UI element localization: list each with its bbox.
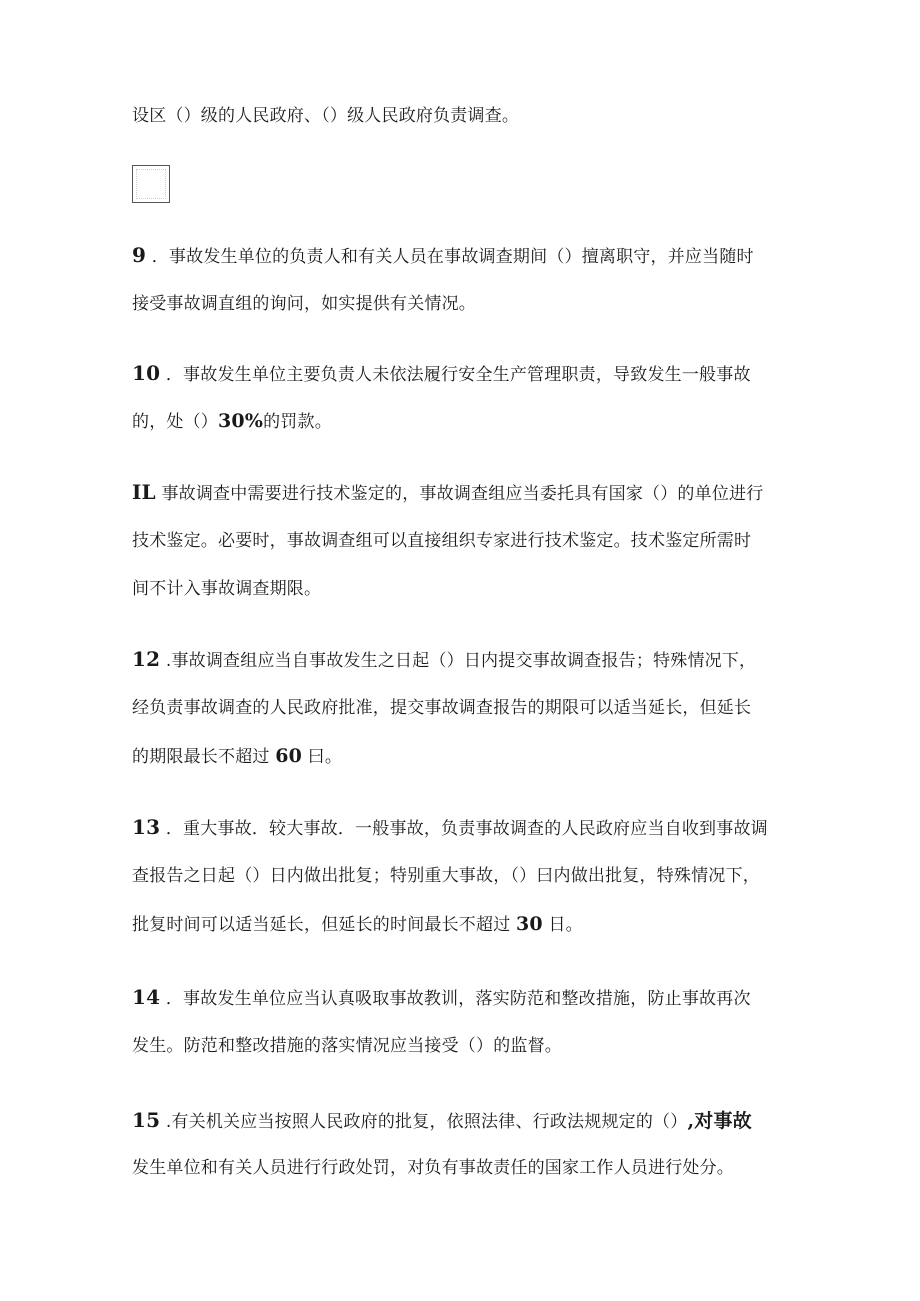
image-placeholder — [132, 165, 170, 203]
question-13-line-2 — [132, 864, 760, 888]
question-text: 的，处（） — [132, 412, 218, 432]
question-11-line-3 — [132, 577, 321, 601]
question-number: 13 — [132, 815, 161, 839]
question-11-line-1 — [132, 480, 763, 506]
question-12-line-3 — [132, 744, 342, 769]
day-limit-value: 30 — [516, 913, 543, 935]
question-text: ．事故发生单位主要负责人未依法履行安全生产管理职责，导致发生一般事故 — [165, 365, 751, 385]
question-11-line-2 — [132, 529, 751, 553]
question-text: ．事故发生单位应当认真吸取事故教训，落实防范和整改措施，防止事故再次 — [165, 989, 751, 1009]
question-text: .有关机关应当按照人民政府的批复，依照法律、行政法规规定的（） — [165, 1112, 688, 1132]
question-14-line-2 — [132, 1034, 562, 1058]
question-text: 查报告之日起（）日内做出批复；特别重大事故，（）曰内做出批复，特殊情况下， — [132, 866, 760, 886]
question-number: 12 — [132, 647, 161, 671]
question-14-line-1 — [132, 985, 751, 1011]
question-number: 10 — [132, 361, 161, 385]
question-15-line-1 — [132, 1108, 752, 1134]
question-text: 发生单位和有关人员进行行政处罚，对负有事故责任的国家工作人员进行处分。 — [132, 1158, 734, 1178]
question-13-line-1 — [132, 815, 768, 841]
question-number: 14 — [132, 985, 161, 1009]
question-10-line-2 — [132, 409, 332, 434]
question-15-line-2 — [132, 1156, 734, 1180]
question-text: 技术鉴定。必要时，事故调查组可以直接组织专家进行技术鉴定。技术鉴定所需时 — [132, 531, 752, 551]
question-text: ．重大事故．较大事故．一般事故，负责事故调查的人民政府应当自收到事故调 — [165, 819, 768, 839]
question-text-bold: ,对事故 — [687, 1110, 752, 1132]
question-text: 接受事故调直组的询问，如实提供有关情况。 — [132, 294, 476, 314]
question-number: 15 — [132, 1108, 161, 1132]
question-9-line-2 — [132, 292, 476, 316]
percent-value: 30% — [218, 410, 264, 432]
question-number: 9 — [132, 243, 147, 267]
question-text: 批复时间可以适当延长，但延长的时间最长不超过 — [132, 915, 511, 935]
question-10-line-1 — [132, 361, 751, 387]
question-text: 日。 — [548, 915, 583, 935]
day-limit-value: 60 — [275, 745, 303, 767]
question-12-line-1 — [132, 647, 756, 673]
question-text: 间不计入事故调查期限。 — [132, 579, 322, 599]
question-text: .事故调查组应当自事故发生之日起（）日内提交事故调查报告；特殊情况下， — [165, 651, 757, 671]
question-text: 曰。 — [307, 747, 343, 767]
question-text: 经负责事故调查的人民政府批准，提交事故调查报告的期限可以适当延长，但延长 — [132, 698, 752, 718]
intro-line — [132, 104, 519, 128]
question-text: ．事故发生单位的负责人和有关人员在事故调查期间（）擅离职守，并应当随时 — [151, 247, 754, 267]
question-12-line-2 — [132, 696, 751, 720]
question-text: 发生。防范和整改措施的落实情况应当接受（）的监督。 — [132, 1036, 562, 1056]
question-9-line-1 — [132, 243, 754, 269]
intro-text: 设区（）级的人民政府、（）级人民政府负责调查。 — [132, 106, 520, 126]
question-text: 的罚款。 — [263, 412, 332, 432]
question-text: 事故调查中需要进行技术鉴定的，事故调查组应当委托具有国家（）的单位进行 — [161, 484, 764, 504]
question-13-line-3 — [132, 912, 583, 937]
question-number: IL — [132, 480, 156, 504]
question-text: 的期限最长不超过 — [132, 747, 270, 767]
